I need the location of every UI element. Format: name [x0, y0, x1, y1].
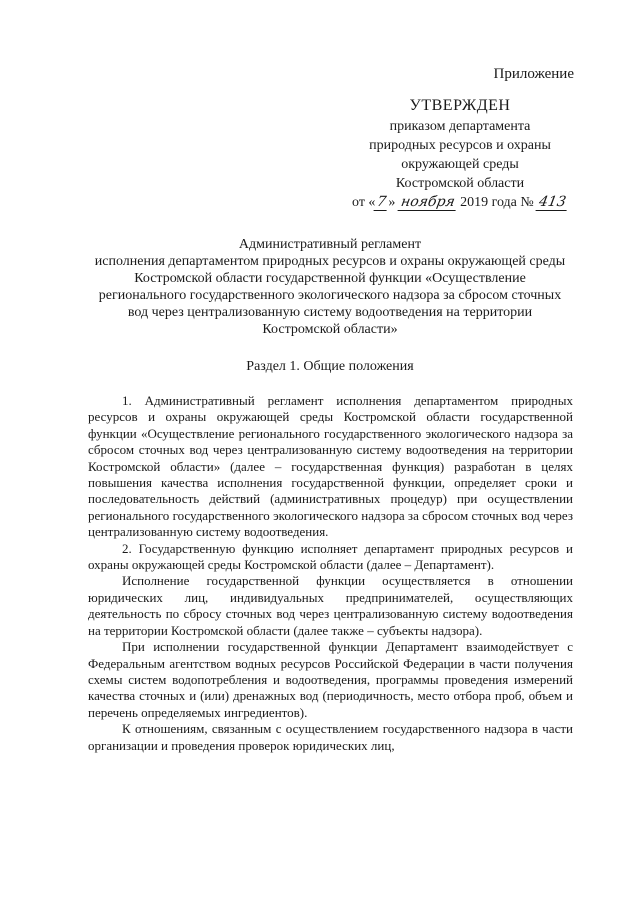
regulation-title-line1: Административный регламент [238, 237, 422, 252]
paragraph: К отношениям, связанным с осуществлением государственного надзора в части организации и проведения проверок юридических лиц, [88, 721, 573, 753]
approved-line: приказом департамента [389, 119, 531, 134]
regulation-title-text: исполнения департаментом природных ресурсов и охраны окружающей среды Костромской области государственной функции «Осуществление регионального государственного экологического надзора за сбросом сточных вод через централизованную систему водоотведения на территории Костромской области» [94, 254, 566, 337]
date-day-handwritten: 7 [374, 194, 390, 211]
order-number-handwritten: 413 [536, 194, 570, 211]
regulation-title [90, 236, 570, 338]
date-prefix: от « [352, 195, 376, 210]
order-date-line [340, 193, 580, 212]
paragraph: При исполнении государственной функции Департамент взаимодействует с Федеральным агентством водных ресурсов Российской Федерации в части получения схемы систем водопотребления и водоотведения, программы проведения измерений качества сточных и (или) дренажных вод (периодичность, место отбора проб, объем и перечень определяемых ингредиентов). [88, 639, 573, 720]
paragraph: Исполнение государственной функции осуществляется в отношении юридических лиц, индивидуальных предпринимателей, осуществляющих деятельность по сбросу сточных вод через централизованную систему водоотведения на территории Костромской области (далее также – субъекты надзора). [88, 573, 573, 638]
date-mid: » [388, 195, 396, 210]
approved-line: природных ресурсов и охраны [369, 138, 551, 153]
section-heading: Раздел 1. Общие положения [246, 359, 414, 374]
paragraph: 1. Административный регламент исполнения департаментом природных ресурсов и охраны окружающей среды Костромской области государственной функции «Осуществление регионального государственного экологического надзора за сбросом сточных вод через централизованную систему водоотведения на территории Костромской области» (далее – государственная функция) разработан в целях повышения качества исполнения государственной функции, определяет сроки и последовательность действий (административных процедур) при осуществлении регионального государственного экологического надзора за сбросом сточных вод через централизованную систему водоотведения. [88, 393, 573, 540]
date-year: 2019 года № [460, 195, 534, 210]
approved-line: Костромской области [395, 176, 525, 191]
date-month-handwritten: ноября [397, 194, 458, 211]
appendix-label: Приложение [493, 66, 574, 82]
approved-title: УТВЕРЖДЕН [409, 97, 511, 114]
approved-line: окружающей среды [401, 157, 519, 172]
approval-block [340, 96, 580, 212]
paragraph: 2. Государственную функцию исполняет департамент природных ресурсов и охраны окружающей среды Костромской области (далее – Департамент). [88, 540, 573, 573]
body-text [88, 393, 573, 754]
